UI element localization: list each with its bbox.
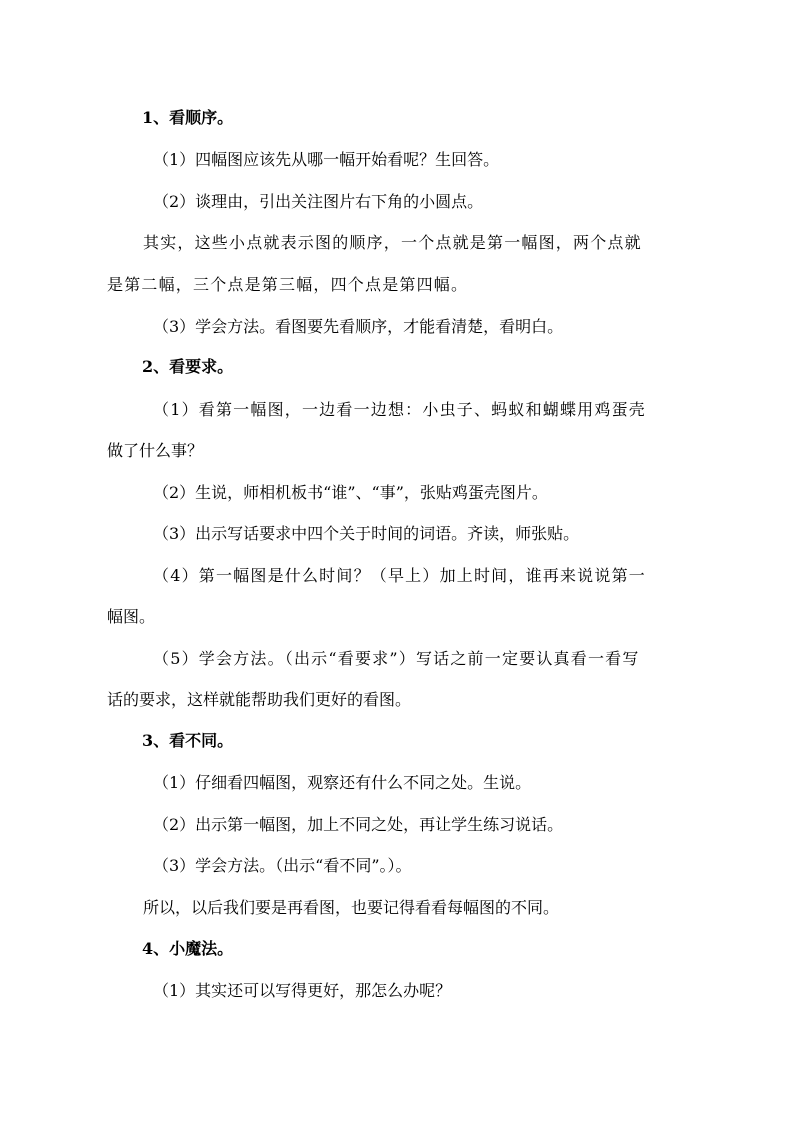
paragraph-continuation-line: 是第二幅，三个点是第三幅，四个点是第四幅。: [107, 275, 469, 294]
paragraph-line: （4）第一幅图是什么时间？（早上）加上时间，谁再来说说第一: [153, 566, 646, 585]
section-heading-4: 4、小魔法。: [142, 939, 234, 958]
section-heading-2: 2、看要求。: [142, 357, 234, 376]
paragraph-line: 其实，这些小点就表示图的顺序，一个点就是第一幅图，两个点就: [143, 233, 642, 252]
section-heading-1: 1、看顺序。: [142, 108, 234, 127]
paragraph-line: （1）仔细看四幅图，观察还有什么不同之处。生说。: [153, 773, 532, 792]
paragraph-line: （2）出示第一幅图，加上不同之处，再让学生练习说话。: [153, 815, 564, 834]
paragraph-line: （3）学会方法。看图要先看顺序，才能看清楚，看明白。: [153, 317, 564, 336]
paragraph-line: （2）生说，师相机板书“谁”、“事”，张贴鸡蛋壳图片。: [153, 483, 548, 502]
paragraph-continuation-line: 幅图。: [107, 607, 156, 626]
paragraph-line: （3）学会方法。（出示“看不同”。）。: [153, 856, 412, 875]
paragraph-line: （2）谈理由，引出关注图片右下角的小圆点。: [153, 192, 484, 211]
paragraph-line: （3）出示写话要求中四个关于时间的词语。齐读，师张贴。: [153, 524, 580, 543]
paragraph-line: （1）看第一幅图，一边看一边想：小虫子、蚂蚁和蝴蝶用鸡蛋壳: [153, 400, 646, 419]
paragraph-line: （1）四幅图应该先从哪一幅开始看呢？生回答。: [153, 150, 500, 169]
paragraph-line: （1）其实还可以写得更好，那怎么办呢？: [153, 981, 452, 1000]
paragraph-continuation-line: 话的要求，这样就能帮助我们更好的看图。: [107, 690, 412, 709]
paragraph-continuation-line: 做了什么事？: [107, 441, 204, 460]
section-heading-3: 3、看不同。: [142, 731, 234, 750]
paragraph-line: 所以，以后我们要是再看图，也要记得看看每幅图的不同。: [143, 898, 560, 917]
paragraph-line: （5）学会方法。（出示“看要求”）写话之前一定要认真看一看写: [153, 649, 640, 668]
